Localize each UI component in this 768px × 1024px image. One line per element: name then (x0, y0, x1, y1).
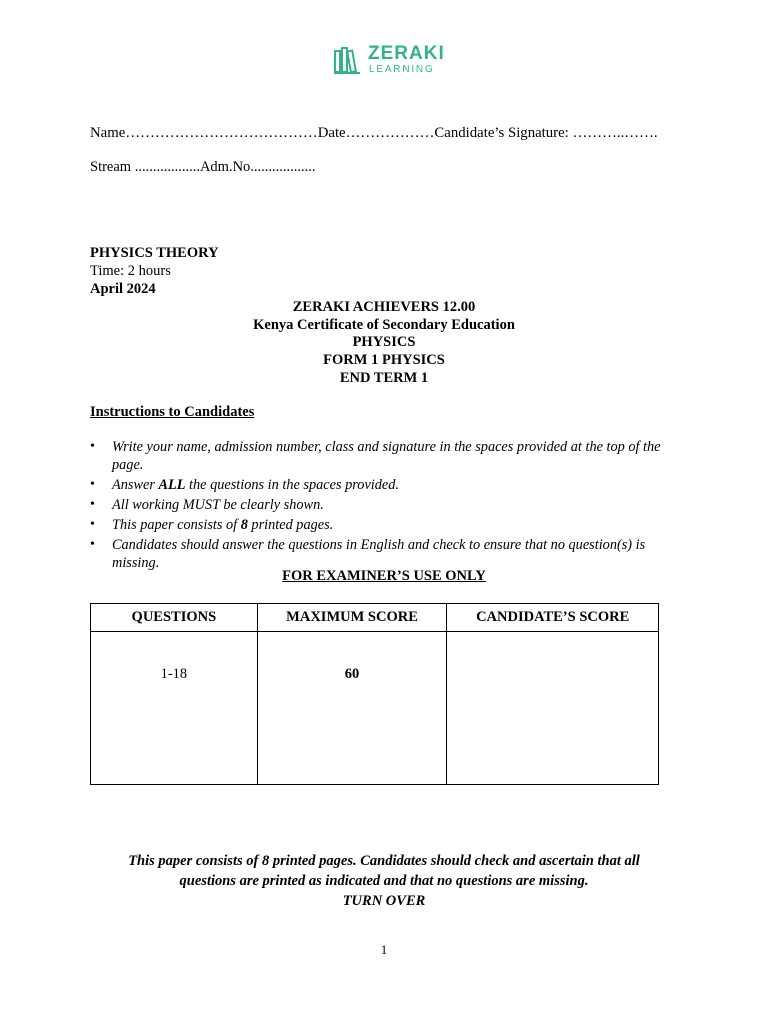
footer-line-1: This paper consists of 8 printed pages. Candidates should check and ascertain that all (128, 853, 640, 869)
header-questions: QUESTIONS (91, 604, 258, 632)
table-header-row (91, 604, 659, 632)
logo-name: ZERAKI (368, 43, 445, 64)
zeraki-logo (333, 43, 445, 76)
page-number: 1 (380, 942, 388, 957)
cell-candidate-score[interactable] (447, 632, 659, 785)
paper-date: April 2024 (90, 281, 156, 297)
header-candidate-score: CANDIDATE’S SCORE (447, 604, 659, 632)
instruction-item: • Answer ALL the questions in the spaces provided. (90, 476, 680, 494)
header-maximum-score: MAXIMUM SCORE (257, 604, 447, 632)
exam-term: END TERM 1 (339, 370, 429, 386)
books-logo-icon (333, 45, 363, 75)
instructions-heading: Instructions to Candidates (90, 404, 255, 420)
exam-form: FORM 1 PHYSICS (323, 352, 445, 368)
examiner-table-title: FOR EXAMINER’S USE ONLY (282, 568, 486, 584)
cell-max-score: 60 (257, 632, 447, 785)
logo-tagline: LEARNING (369, 64, 435, 75)
instructions-list (90, 438, 680, 574)
table-row (91, 632, 659, 785)
paper-time: Time: 2 hours (90, 263, 171, 279)
instruction-item: • All working MUST be clearly shown. (90, 496, 680, 514)
instruction-item: • Write your name, admission number, class and signature in the spaces provided at the top of the page. (90, 438, 680, 474)
exam-certificate: Kenya Certificate of Secondary Education (253, 317, 515, 333)
exam-series: ZERAKI ACHIEVERS 12.00 (292, 299, 476, 315)
instruction-item: • Candidates should answer the questions in English and check to ensure that no question(s) is missing. (90, 536, 680, 572)
paper-subject: PHYSICS THEORY (90, 245, 219, 261)
instruction-item: • This paper consists of 8 printed pages. (90, 516, 680, 534)
examiner-score-table (90, 603, 659, 785)
candidate-details-line-2[interactable]: Stream ..................Adm.No.................. (90, 159, 316, 175)
footer-turn-over: TURN OVER (342, 893, 426, 909)
exam-subject: PHYSICS (352, 334, 416, 350)
cell-questions: 1-18 (91, 632, 258, 785)
footer-note (0, 851, 768, 911)
candidate-details-line-1[interactable]: Name…………………………………Date………………Candidate’s Signature: ………..……. (90, 125, 658, 141)
footer-line-2: questions are printed as indicated and that no questions are missing. (179, 873, 589, 889)
